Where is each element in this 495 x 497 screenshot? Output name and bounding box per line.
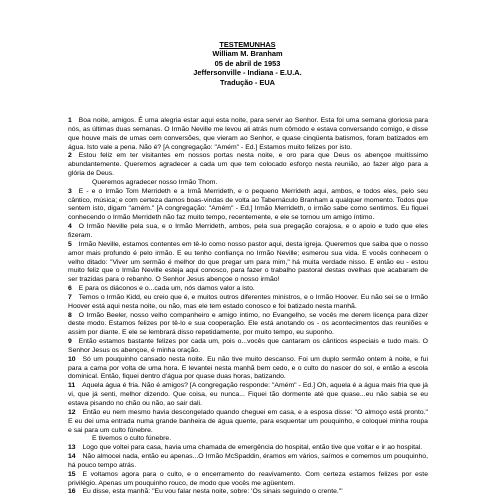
paragraph-text: E - e o Irmão Tom Merrideth e a Irmã Merrideth, e o pequeno Merrideth aqui, ambos, e todos eles, pelo seu cântico, música; e com certeza damos boas-vindas de volta ao Tabernáculo Branham a qualquer momento. Todos que sentem isto, digam "amém." [A congregação: "Amém" - Ed.] Irmão Merrideth, o irmão sabe como sentimos. Eu fiquei conhecendo o Irmão Merrideth não faz muito tempo, recentemente, e ele se tornou um amigo íntimo. xyxy=(68,187,428,222)
paragraph xyxy=(68,294,428,312)
paragraph-text: O Irmão Beeler, nosso velho companheiro e amigo íntimo, no Evangelho, se vocês me derem licença para dizer deste modo. Estamos felizes por tê-lo e sua cooperação. Ele está anotando os - os acontecimentos das reuniões e assim por diante. E ele se lembrará disso repetidamente, por muito tempo, eu suponho. xyxy=(68,311,428,337)
paragraph-text: E tivemos o culto fúnebre. xyxy=(92,435,172,443)
paragraph-number: 10 xyxy=(68,355,76,363)
paragraph-number: 1 xyxy=(68,117,72,124)
paragraph-number: 6 xyxy=(68,285,72,293)
paragraph-number: 8 xyxy=(68,311,72,319)
paragraph xyxy=(68,241,428,285)
paragraph-number: 12 xyxy=(68,408,76,416)
paragraph xyxy=(68,444,428,453)
paragraph xyxy=(68,338,428,356)
document-title: TESTEMUNHAS xyxy=(219,40,276,49)
paragraph xyxy=(68,382,428,409)
paragraph-text: Logo que voltei para casa, havia uma chamada de emergência do hospital, então tive que voltar e ir ao hospital. xyxy=(82,444,423,452)
paragraph-text: Então estamos bastante felizes por cada um, pois o...vocês que cantaram os cânticos especiais e tudo mais. O Senhor Jesus os abençoe, é minha oração. xyxy=(68,338,428,354)
paragraph-text: Boa noite, amigos. É uma alegria estar aqui esta noite, para servir ao Senhor. Esta foi uma semana gloriosa para nós, as últimas duas semanas. O Irmão Neville me levou ali atrás num cômodo e estava conversando comigo, e disse que houve mais de umas cem conversões, que vieram ao Senhor, e quase cinqüenta batismos, foram batizados em água. Isto vale a pena. Não é? [A congregação: "Amém" - Ed.] Estamos muito felizes por isto. xyxy=(68,117,428,151)
paragraph-number: 16 xyxy=(68,488,76,496)
paragraph-text: Não almocei nada, então eu apenas...O Irmão McSpaddin, éramos em vários, saímos e comemos um pouquinho, há pouco tempo atrás. xyxy=(68,453,428,469)
paragraph-number: 14 xyxy=(68,453,76,461)
paragraph-text: Queremos agradecer nosso Irmão Thom. xyxy=(92,178,218,186)
paragraph xyxy=(68,285,428,294)
paragraph-text: Temos o Irmão Kidd, eu creio que é, e muitos outros diferentes ministros, e o Irmão Hoover. Eu não sei se o Irmão Hoover está aqui nesta noite, ou não, mas ele tem estado conosco e foi batizado nesta manhã. xyxy=(68,293,428,310)
paragraph xyxy=(68,409,428,436)
document-body xyxy=(68,117,428,497)
paragraph-number: 3 xyxy=(68,187,72,195)
paragraph-number: 15 xyxy=(68,470,76,478)
date-line: 05 de abril de 1953 xyxy=(214,58,281,68)
paragraph-text: Irmão Neville, estamos contentes em tê-lo como nosso pastor aqui, desta igreja. Queremos que saiba que o nosso amor mais profundo é pelo irmão. E eu tenho confiança no Irmão Neville; esmerou sua vida. E vocês conhecem o velho ditado: "Viver um sermão é melhor do que pregar um para mim," há muita verdade nisso. E então eu - estou muito feliz que o Irmão Neville esteja aqui conosco, para fazer o trabalho pastoral destas ovelhas que acabaram de ser trazidas para o rebanho. O Senhor Jesus abençoe o nosso irmão! xyxy=(68,240,428,284)
paragraph-number: 9 xyxy=(68,338,72,346)
paragraph-text: Então eu nem mesmo havia descongelado quando cheguei em casa, e a esposa disse: "O almoço está pronto." E eu dei uma entrada numa grande banheira de água quente, para esquentar um pouquinho, e coloquei minha roupa e sai para um culto fúnebre. xyxy=(68,408,428,434)
paragraph-number: 7 xyxy=(68,293,72,301)
translation-line: Tradução - EUA xyxy=(219,77,276,87)
paragraph-text: E voltamos agora para o culto, e o encerramento do reavivamento. Com certeza estamos felizes por este privilégio. Apenas um pouquinho rouco, de modo que vocês me agüentem. xyxy=(68,470,428,487)
paragraph xyxy=(68,179,428,188)
paragraph xyxy=(68,223,428,241)
paragraph xyxy=(68,471,428,489)
paragraph-text: Eu disse, esta manhã: "Eu vou falar nesta noite, sobre: 'Os sinais seguindo o crente.'" xyxy=(82,488,343,496)
document-header xyxy=(0,40,495,87)
paragraph-text: Aquela água é fria. Não é amigos? [A congregação responde: "Amém" - Ed.] Oh, aquela é a água mais fria que já vi, que já senti, melhor dizendo. Que coisa, eu nunca... Fiquei tão dormente até que quase...eu não sabia se eu estava pisando no chão ou não, ao sair dali. xyxy=(68,382,428,407)
paragraph xyxy=(68,152,428,179)
paragraph xyxy=(68,117,428,152)
paragraph-text: Estou feliz em ter visitantes em nossos portas nesta noite, e oro para que Deus os abençoe muitíssimo abundantemente. Queremos agradecer a cada um que tem colocado esforço nesta reunião, ao fazer algo para a glória de Deus. xyxy=(68,152,428,178)
paragraph xyxy=(68,453,428,471)
paragraph xyxy=(68,312,428,339)
paragraph xyxy=(68,188,428,223)
paragraph-number: 2 xyxy=(68,152,72,160)
author-line: William M. Branham xyxy=(212,49,283,59)
paragraph-text: Só um pouquinho cansado nesta noite. Eu não tive muito descanso. Foi um duplo sermão ontem à noite, e fui para a cama por volta de uma hora. E levantei nesta manhã bem cedo, e o culto do nascer do sol, e então a escola dominical. Então, fiquei dentro d'água por quase duas horas, batizando. xyxy=(68,355,428,381)
paragraph xyxy=(68,488,428,497)
paragraph-number: 11 xyxy=(68,382,76,390)
place-line: Jeffersonville - Indiana - E.U.A. xyxy=(193,68,302,78)
paragraph-number: 4 xyxy=(68,223,72,231)
paragraph xyxy=(68,435,428,444)
paragraph xyxy=(68,356,428,383)
paragraph-number: 5 xyxy=(68,240,72,248)
paragraph-text: E para os diáconos e o...cada um, nós damos valor a isto. xyxy=(78,285,255,293)
paragraph-number: 13 xyxy=(68,444,76,452)
paragraph-text: O Irmão Neville pela sua, e o Irmão Merrideth, ambos, pela sua pregação corajosa, e o apoio e tudo que eles fizeram. xyxy=(68,223,428,239)
